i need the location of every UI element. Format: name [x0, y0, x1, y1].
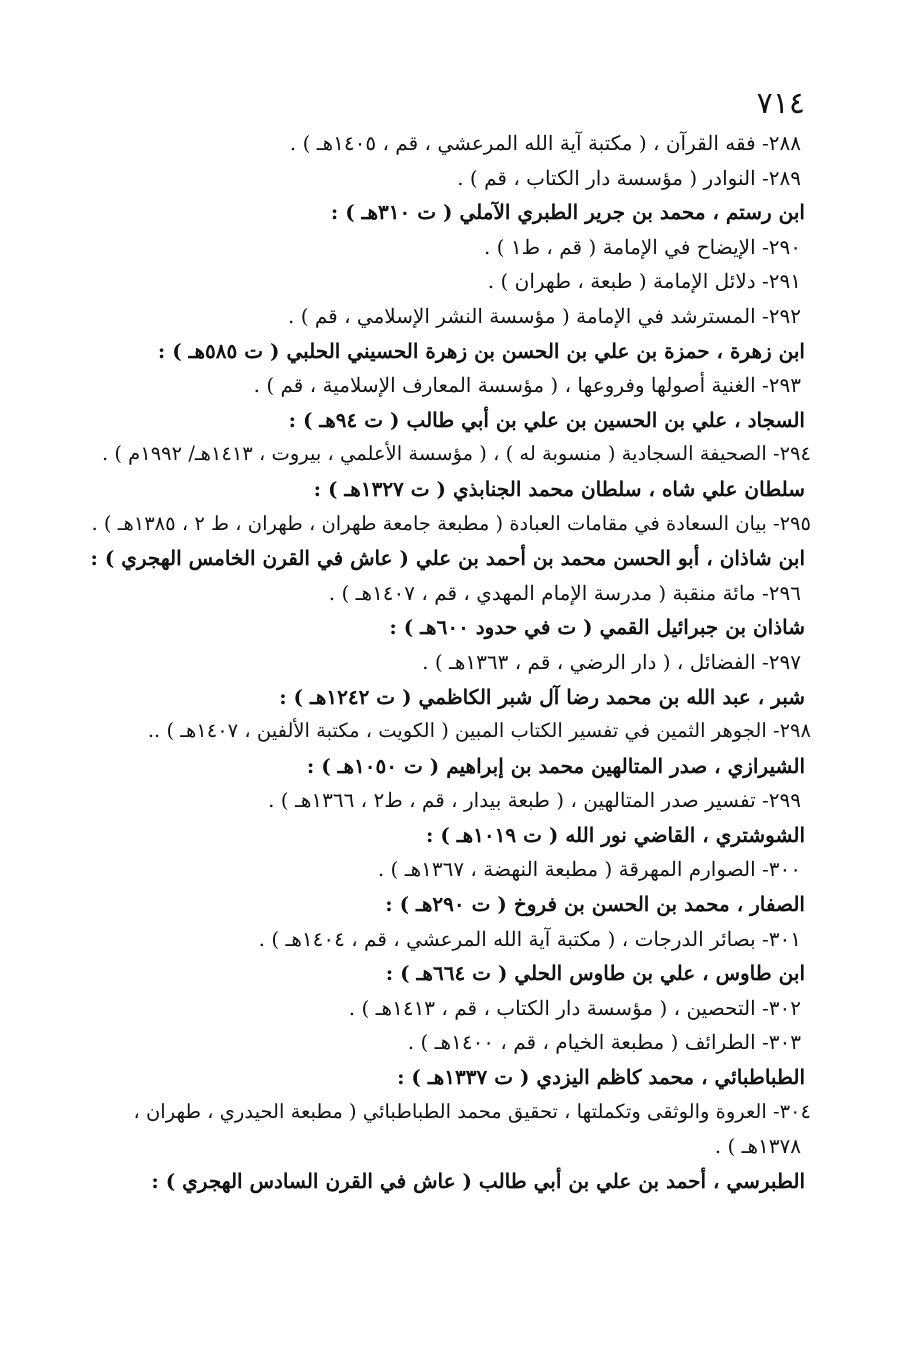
- bibliography-entry: ٢٩٢- المسترشد في الإمامة ( مؤسسة النشر الإسلامي ، قم ) .: [288, 303, 801, 328]
- author-heading: الصفار ، محمد بن الحسن بن فروخ ( ت ٢٩٠هـ ) :: [385, 892, 805, 917]
- author-heading: شاذان بن جبرائيل القمي ( ت في حدود ٦٠٠هـ ) :: [389, 615, 805, 640]
- bibliography-entry: ٣٠٠- الصوارم المهرقة ( مطبعة النهضة ، ١٣٦٧هـ ) .: [377, 857, 801, 882]
- bibliography-entry: ٢٩١- دلائل الإمامة ( طبعة ، طهران ) .: [487, 269, 801, 294]
- bibliography-list: [60, 126, 811, 1198]
- author-heading: ابن طاوس ، علي بن طاوس الحلي ( ت ٦٦٤هـ ) :: [385, 961, 805, 986]
- author-heading: شبر ، عبد الله بن محمد رضا آل شبر الكاظمي ( ت ١٢٤٢هـ ) :: [279, 684, 805, 709]
- bibliography-entry: ٢٩٠- الإيضاح في الإمامة ( قم ، ط١ ) .: [483, 234, 801, 259]
- author-heading: الشيرازي ، صدر المتالهين محمد بن إبراهيم ( ت ١٠٥٠هـ ) :: [306, 753, 805, 778]
- author-heading: الطبرسي ، أحمد بن علي بن أبي طالب ( عاش في القرن السادس الهجري ) :: [151, 1168, 805, 1193]
- bibliography-entry: ٢٨٩- النوادر ( مؤسسة دار الكتاب ، قم ) .: [457, 165, 801, 190]
- author-heading: ابن رستم ، محمد بن جرير الطبري الآملي ( ت ٣١٠هـ ) :: [330, 200, 805, 225]
- author-heading: الشوشتري ، القاضي نور الله ( ت ١٠١٩هـ ) :: [425, 822, 805, 847]
- bibliography-entry: ٢٨٨- فقه القرآن ، ( مكتبة آية الله المرعشي ، قم ، ١٤٠٥هـ ) .: [289, 131, 801, 155]
- author-heading: سلطان علي شاه ، سلطان محمد الجنابذي ( ت ١٣٢٧هـ ) :: [313, 476, 805, 501]
- bibliography-entry: ٣٠٣- الطرائف ( مطبعة الخيام ، قم ، ١٤٠٠هـ ) .: [407, 1030, 801, 1055]
- bibliography-entry: ٢٩٩- تفسير صدر المتالهين ، ( طبعة بيدار ، قم ، ط٢ ، ١٣٦٦هـ ) .: [268, 788, 801, 813]
- author-heading: السجاد ، علي بن الحسين بن علي بن أبي طالب ( ت ٩٤هـ ) :: [288, 407, 805, 432]
- bibliography-entry: ٢٩٦- مائة منقبة ( مدرسة الإمام المهدي ، قم ، ١٤٠٧هـ ) .: [328, 580, 801, 605]
- bibliography-entry: ٢٩٥- بيان السعادة في مقامات العبادة ( مطبعة جامعة طهران ، طهران ، ط ٢ ، ١٣٨٥هـ ) .: [91, 511, 811, 535]
- bibliography-entry: ٣٠٤- العروة والوثقى وتكملتها ، تحقيق محمد الطباطبائي ( مطبعة الحيدري ، طهران ،: [133, 1099, 811, 1123]
- bibliography-entry: ٢٩٣- الغنية أصولها وفروعها ، ( مؤسسة المعارف الإسلامية ، قم ) .: [253, 373, 801, 398]
- bibliography-entry: ٣٠٢- التحصين ، ( مؤسسة دار الكتاب ، قم ، ١٤١٣هـ ) .: [348, 995, 801, 1020]
- bibliography-entry: ٣٠١- بصائر الدرجات ، ( مكتبة آية الله المرعشي ، قم ، ١٤٠٤هـ ) .: [258, 926, 801, 951]
- bibliography-entry: ١٣٧٨هـ ) .: [714, 1134, 801, 1159]
- author-heading: الطباطبائي ، محمد كاظم اليزدي ( ت ١٣٣٧هـ ) :: [397, 1065, 805, 1090]
- author-heading: ابن زهرة ، حمزة بن علي بن الحسن بن زهرة الحسيني الحلبي ( ت ٥٨٥هـ ) :: [157, 338, 805, 363]
- author-heading: ابن شاذان ، أبو الحسن محمد بن أحمد بن علي ( عاش في القرن الخامس الهجري ) :: [90, 546, 805, 571]
- bibliography-entry: ٢٩٤- الصحيفة السجادية ( منسوبة له ) ، ( مؤسسة الأعلمي ، بيروت ، ١٤١٣هـ/ ١٩٩٢م ) .: [101, 442, 811, 466]
- page-number: ٧١٤: [756, 86, 805, 121]
- bibliography-entry: ٢٩٨- الجوهر الثمين في تفسير الكتاب المبين ( الكويت ، مكتبة الألفين ، ١٤٠٧هـ ) ..: [147, 719, 811, 743]
- bibliography-entry: ٢٩٧- الفضائل ، ( دار الرضي ، قم ، ١٣٦٣هـ ) .: [422, 649, 801, 674]
